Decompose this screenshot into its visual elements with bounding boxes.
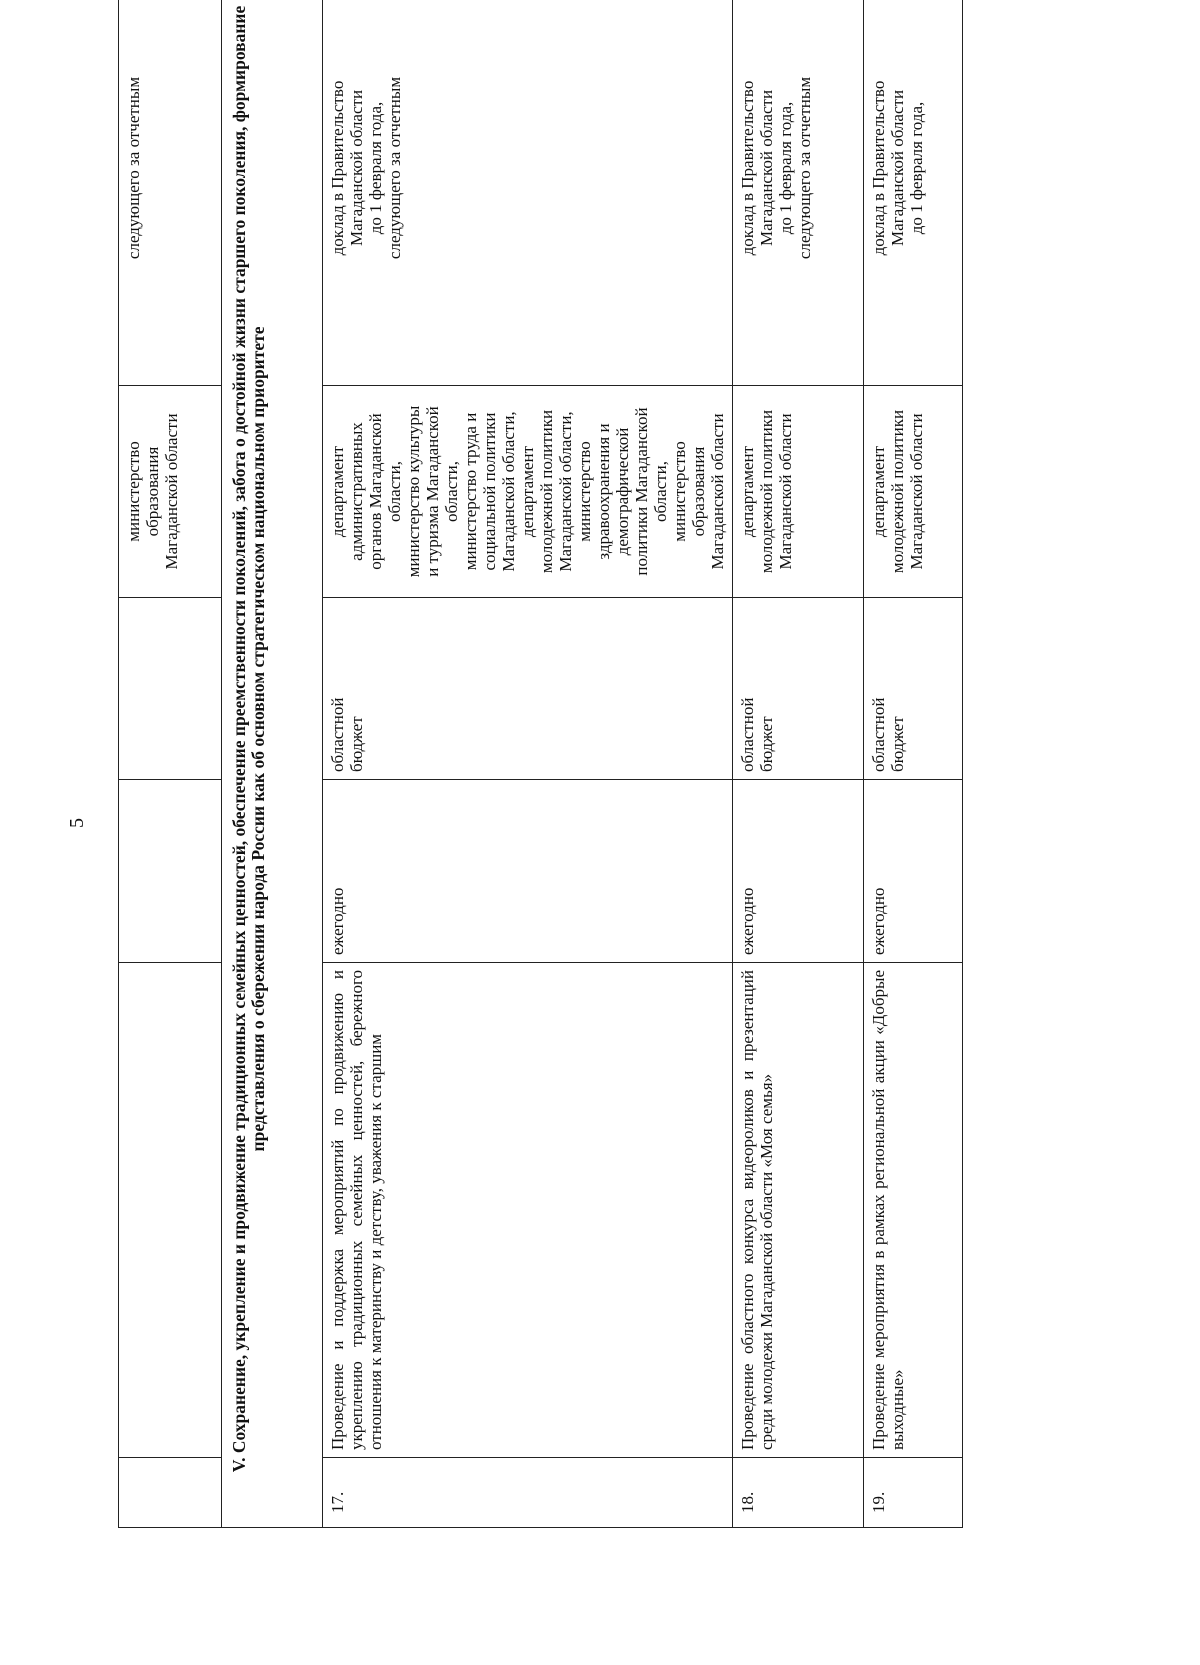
rotated-table-frame — [118, 5, 983, 1528]
cell-term: ежегодно — [323, 780, 733, 963]
cell-source: областной бюджет — [323, 598, 733, 780]
cell-source: областной бюджет — [733, 598, 864, 780]
measures-table — [118, 0, 963, 1528]
cell-term — [119, 780, 222, 963]
section-row — [222, 0, 323, 1528]
cell-responsible: департамент административных органов Магаданской области, министерство культуры и туризма Магаданской области, министерство труда и социальной политики Магаданской области, департамент молодежной политики Магаданской области, министерство здравоохранения и демографической политики Магаданской области, министерство образования Магаданской области — [323, 386, 733, 598]
cell-num: 18. — [733, 1458, 864, 1528]
table-row — [323, 0, 733, 1528]
cell-report: следующего за отчетным — [119, 0, 222, 386]
table-row — [733, 0, 864, 1528]
cell-responsible: департамент молодежной политики Магаданской области — [864, 386, 963, 598]
cell-term: ежегодно — [733, 780, 864, 963]
cell-source: областной бюджет — [864, 598, 963, 780]
table-row-continued — [119, 0, 222, 1528]
cell-desc — [119, 963, 222, 1458]
cell-report: доклад в Правительство Магаданской области до 1 февраля года, следующего за отчетным — [323, 0, 733, 386]
cell-responsible: департамент молодежной политики Магаданской области — [733, 386, 864, 598]
cell-source — [119, 598, 222, 780]
table-row — [864, 0, 963, 1528]
cell-desc: Проведение областного конкурса видеороликов и презентаций среди молодежи Магаданской области «Моя семья» — [733, 963, 864, 1458]
cell-num: 17. — [323, 1458, 733, 1528]
cell-num — [119, 1458, 222, 1528]
cell-term: ежегодно — [864, 780, 963, 963]
cell-report: доклад в Правительство Магаданской области до 1 февраля года, следующего за отчетным — [733, 0, 864, 386]
cell-report: доклад в Правительство Магаданской области до 1 февраля года, — [864, 0, 963, 386]
page-number: 5 — [66, 818, 88, 828]
cell-responsible: министерство образования Магаданской области — [119, 386, 222, 598]
cell-num: 19. — [864, 1458, 963, 1528]
cell-desc: Проведение и поддержка мероприятий по продвижению и укреплению традиционных семейных ценностей, бережного отношения к материнству и детству, уважения к старшим — [323, 963, 733, 1458]
cell-desc: Проведение мероприятия в рамках региональной акции «Добрые выходные» — [864, 963, 963, 1458]
section-title: V. Сохранение, укрепление и продвижение традиционных семейных ценностей, обеспечение преемственности поколений, забота о достойной жизни старшего поколения, формирование представления о сбережении народа России как об основном стратегическом национальном приоритете — [222, 0, 323, 1528]
